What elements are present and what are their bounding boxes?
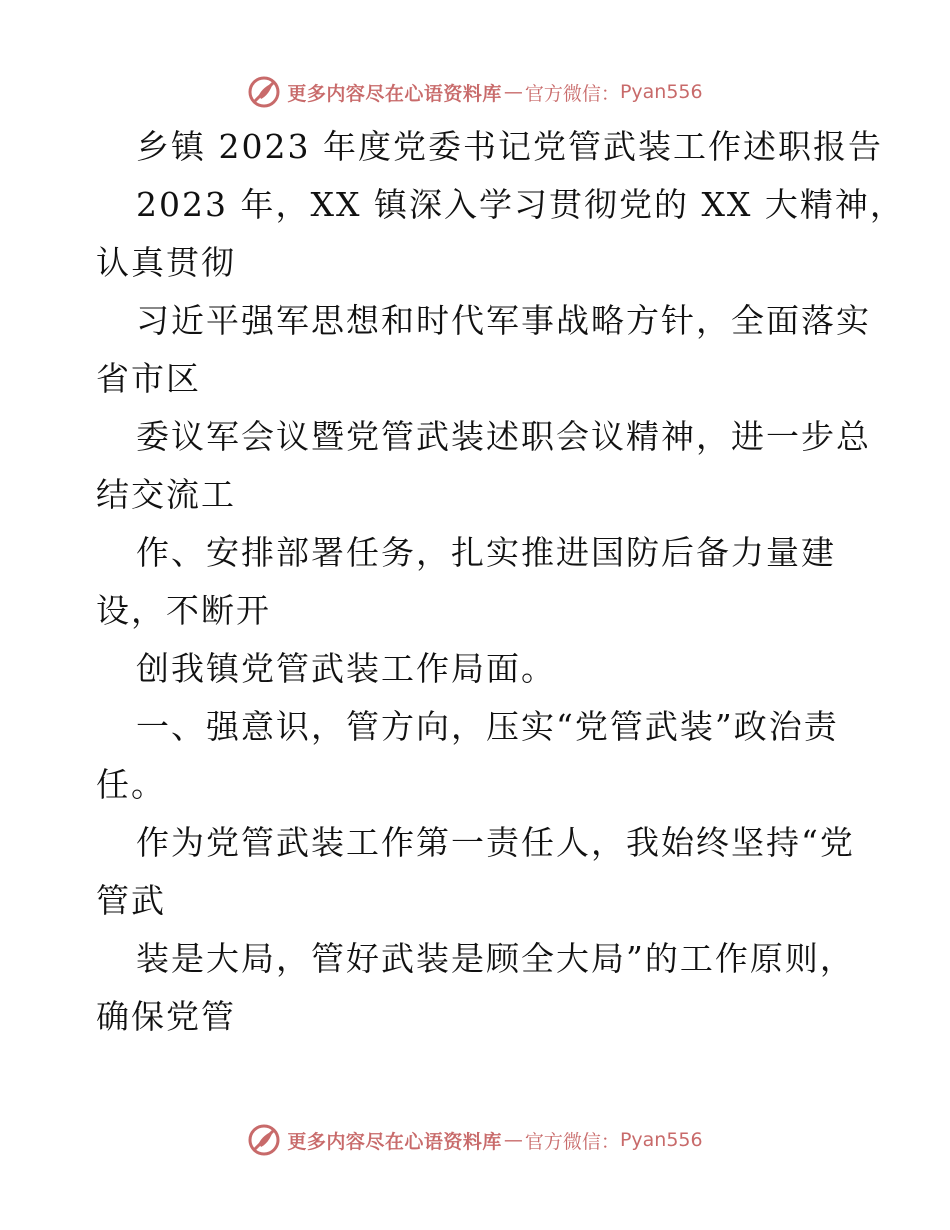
text-line: 认真贯彻 xyxy=(96,243,236,282)
text-line: 确保党管 xyxy=(96,997,236,1036)
watermark-slogan: 更多内容尽在心语资料库 xyxy=(287,1130,502,1153)
text-line: 任。 xyxy=(96,765,166,804)
text-line: 作为党管武装工作第一责任人，我始终坚持“党 xyxy=(136,823,855,862)
text-line: 2023 年，XX 镇深入学习贯彻党的 XX 大精神， xyxy=(136,185,905,224)
text-line: 省市区 xyxy=(96,359,201,398)
text-line: 委议军会议暨党管武装述职会议精神，进一步总 xyxy=(136,417,871,456)
text-line: 习近平强军思想和时代军事战略方针，全面落实 xyxy=(136,301,871,340)
watermark-slogan: 更多内容尽在心语资料库 xyxy=(287,82,502,105)
text-line: 装是大局，管好武装是顾全大局”的工作原则， xyxy=(136,939,855,978)
text-line: 作、安排部署任务，扎实推进国防后备力量建 xyxy=(136,533,836,572)
quill-logo-icon xyxy=(247,75,281,109)
text-line: 创我镇党管武装工作局面。 xyxy=(136,649,556,688)
text-line: 结交流工 xyxy=(96,475,236,514)
watermark-wechat-id: Pyan556 xyxy=(619,1129,703,1151)
watermark-dash: — xyxy=(503,81,523,103)
header-watermark xyxy=(0,72,950,112)
watermark-wechat-label: 官方微信： xyxy=(524,1130,620,1153)
watermark-wechat-id: Pyan556 xyxy=(619,81,703,103)
footer-watermark xyxy=(0,1120,950,1160)
text-line: 管武 xyxy=(96,881,166,920)
document-title: 乡镇 2023 年度党委书记党管武装工作述职报告 xyxy=(136,127,883,166)
text-line: 设，不断开 xyxy=(96,591,271,630)
watermark-wechat-label: 官方微信： xyxy=(524,82,620,105)
document-body xyxy=(96,118,905,1046)
section-heading: 一、强意识，管方向，压实“党管武装”政治责 xyxy=(136,707,839,746)
quill-logo-icon xyxy=(247,1123,281,1157)
watermark-dash: — xyxy=(503,1129,523,1151)
